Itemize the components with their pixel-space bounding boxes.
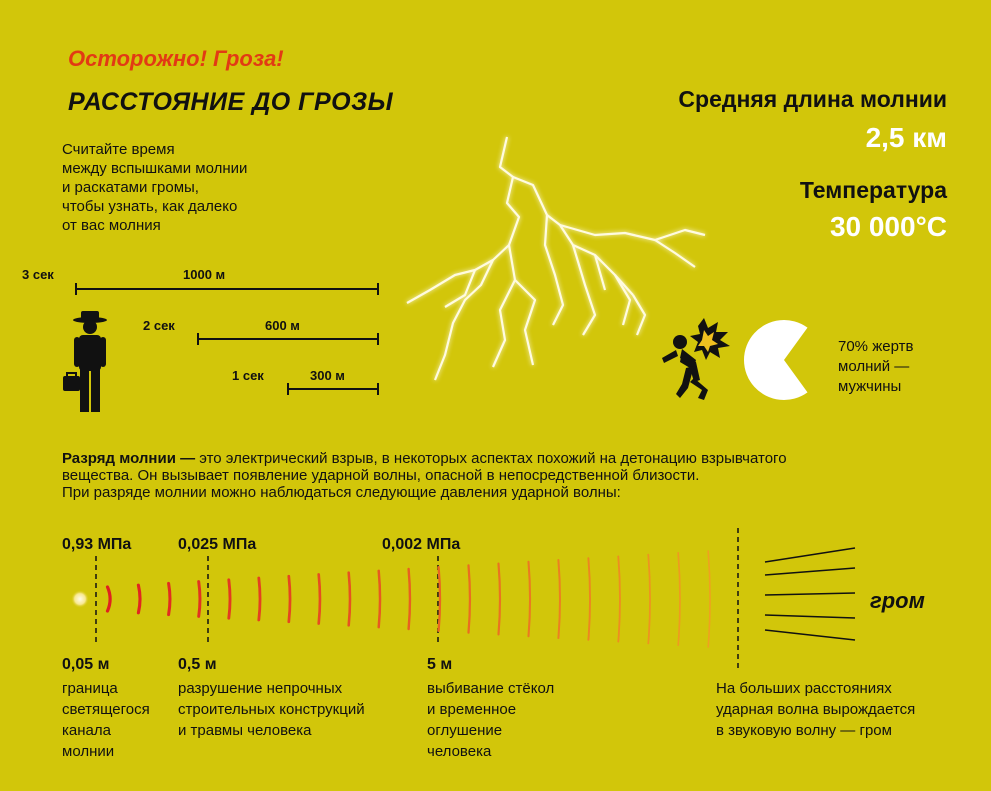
- lightning-length-value: 2,5 км: [865, 122, 947, 153]
- description-line: При разряде молнии можно наблюдаться следующие давления ударной волны:: [62, 484, 621, 501]
- note-line: молнии: [62, 743, 115, 760]
- note-line: канала: [62, 722, 111, 739]
- distance-label-1: 0,05 м: [62, 656, 110, 673]
- note-line: разрушение непрочных: [178, 680, 343, 697]
- description-bold: Разряд молнии —: [62, 450, 196, 467]
- time-1s: 1 сек: [232, 368, 264, 383]
- distance-markers: [96, 528, 738, 668]
- note-line: На больших расстояниях: [716, 680, 892, 697]
- wave-arc: [199, 582, 200, 617]
- intro-line: от вас молния: [62, 217, 161, 234]
- wave-arc: [708, 551, 710, 647]
- wave-arc: [259, 578, 260, 620]
- wave-arc: [588, 558, 590, 640]
- pie-label-line: мужчины: [838, 378, 902, 395]
- note-line: и временное: [427, 701, 517, 718]
- temperature-label: Температура: [799, 177, 947, 203]
- wave-arc: [319, 574, 320, 623]
- wave-arc: [558, 560, 560, 638]
- note-line: ударная волна вырождается: [716, 701, 916, 718]
- lightning-channel-icon: [71, 590, 89, 608]
- wave-arc: [379, 571, 380, 627]
- effect-note-1: [62, 678, 150, 762]
- distance-label-2: 0,5 м: [178, 656, 217, 673]
- temperature-value: 30 000°C: [829, 211, 947, 242]
- wave-arc: [648, 555, 650, 644]
- note-line: оглушение: [427, 722, 503, 739]
- wave-arc: [678, 553, 680, 645]
- wave-arc: [229, 580, 230, 618]
- wave-arc: [499, 564, 500, 635]
- sound-lines-icon: [765, 548, 855, 640]
- description-line: вещества. Он вызывает появление ударной волны, опасной в непосредственной близости.: [62, 467, 700, 484]
- note-line: светящегося: [62, 701, 150, 718]
- pressure-label-3: 0,002 МПа: [382, 536, 461, 553]
- wave-arc: [529, 562, 531, 636]
- distance-1000: 1000 м: [183, 267, 226, 282]
- thunder-label: гром: [870, 588, 925, 613]
- distance-600: 600 м: [265, 318, 300, 333]
- page-title: РАССТОЯНИЕ ДО ГРОЗЫ: [68, 88, 394, 116]
- time-3s: 3 сек: [22, 267, 54, 282]
- wave-arc: [169, 583, 170, 614]
- pressure-label-2: 0,025 МПа: [178, 536, 257, 553]
- note-line: строительных конструкций: [178, 701, 365, 718]
- wave-arc: [409, 569, 410, 629]
- distance-label-3: 5 м: [427, 656, 453, 673]
- supertitle: Осторожно! Гроза!: [68, 46, 284, 71]
- intro-line: чтобы узнать, как далеко: [62, 198, 238, 215]
- distance-300: 300 м: [310, 368, 345, 383]
- wave-arc: [108, 587, 111, 611]
- far-distance-note: [716, 678, 915, 741]
- wave-arc: [349, 573, 350, 626]
- note-line: выбивание стёкол: [427, 680, 555, 697]
- note-line: человека: [427, 743, 492, 760]
- note-line: и травмы человека: [178, 722, 312, 739]
- note-line: граница: [62, 680, 118, 697]
- intro-line: и раскатами громы,: [62, 179, 199, 196]
- effect-note-2: [178, 678, 365, 741]
- intro-line: между вспышками молнии: [62, 160, 248, 177]
- wave-arc: [439, 567, 440, 631]
- wave-arc: [618, 556, 620, 641]
- wave-arc: [138, 585, 140, 613]
- wave-arc: [469, 565, 470, 632]
- pressure-label-1: 0,93 МПа: [62, 536, 132, 553]
- wave-arcs: [108, 551, 711, 647]
- time-2s: 2 сек: [143, 318, 175, 333]
- wave-arc: [289, 576, 290, 622]
- effect-note-3: [427, 678, 554, 762]
- pie-label-line: 70% жертв: [838, 338, 914, 355]
- pie-label-line: молний —: [838, 358, 910, 375]
- note-line: в звуковую волну — гром: [716, 722, 892, 739]
- intro-line: Считайте время: [62, 141, 175, 158]
- description-rest: это электрический взрыв, в некоторых аспектах похожий на детонацию взрывчатого: [195, 450, 787, 467]
- lightning-length-label: Средняя длина молнии: [678, 86, 947, 112]
